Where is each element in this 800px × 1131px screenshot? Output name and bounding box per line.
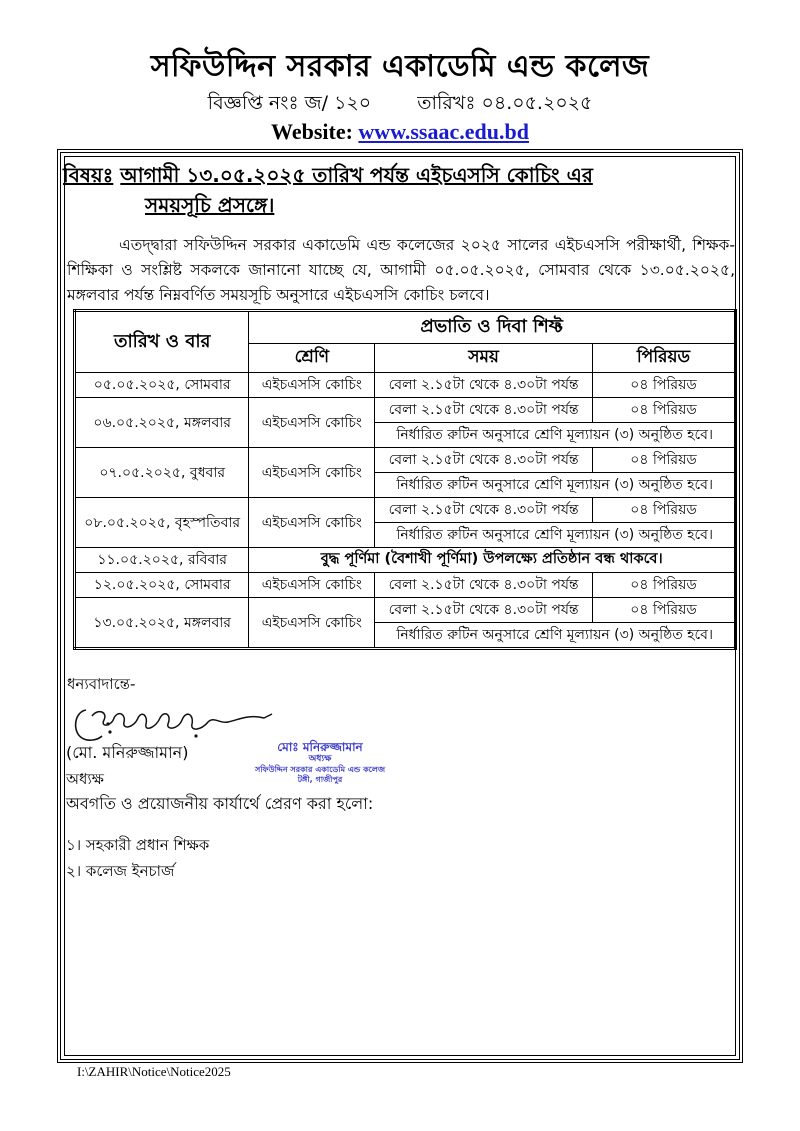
body-paragraph [67,233,735,308]
stamp-location: টঙ্গী, গাজীপুর [297,775,343,784]
signature-image [68,702,288,744]
schedule-table [73,309,737,650]
cell-class: এইচএসসি কোচিং [249,498,375,548]
college-name: সফিউদ্দিন সরকার একাডেমি এন্ড কলেজ [150,49,650,84]
cell-note: নির্ধারিত রুটিন অনুসারে শ্রেণি মূল্যায়ন (৩) অনুষ্ঠিত হবে। [375,423,736,448]
distribution-item: ১। সহকারী প্রধান শিক্ষক [66,836,210,854]
subject-line-2: সময়সূচি প্রসঙ্গে। [145,193,275,217]
subject [63,160,738,220]
cell-holiday: বুদ্ধ পূর্ণিমা (বৈশাখী পূর্ণিমা) উপলক্ষ্যে প্রতিষ্ঠান বন্ধ থাকবে। [249,548,736,573]
forward-text: অবগতি ও প্রয়োজনীয় কার্যার্থে প্রেরণ করা হলো: [66,794,374,813]
header-date-day: তারিখ ও বার [75,311,249,373]
website-line [0,118,800,146]
subject-line-1: আগামী ১৩.০৫.২০২৫ তারিখ পর্যন্ত এইচএসসি কোচিং এর [120,163,593,187]
cell-period: ০৪ পিরিয়ড [592,498,735,523]
cell-period: ০৪ পিরিয়ড [592,398,735,423]
cell-time: বেলা ২.১৫টা থেকে ৪.৩০টা পর্যন্ত [375,498,593,523]
cell-note: নির্ধারিত রুটিন অনুসারে শ্রেণি মূল্যায়ন (৩) অনুষ্ঠিত হবে। [375,623,736,649]
cell-period: ০৪ পিরিয়ড [592,573,735,598]
header-time: সময় [375,344,593,373]
cell-date: ০৬.০৫.২০২৫, মঙ্গলবার [75,398,249,448]
notice-meta [0,88,800,118]
table-row [75,498,736,523]
cell-note: নির্ধারিত রুটিন অনুসারে শ্রেণি মূল্যায়ন (৩) অনুষ্ঠিত হবে। [375,473,736,498]
cell-date: ১৩.০৫.২০২৫, মঙ্গলবার [75,598,249,649]
notice-date-label: তারিখঃ [417,92,476,114]
cell-note: নির্ধারিত রুটিন অনুসারে শ্রেণি মূল্যায়ন (৩) অনুষ্ঠিত হবে। [375,523,736,548]
table-row-holiday [75,548,736,573]
cell-class: এইচএসসি কোচিং [249,448,375,498]
website-link[interactable]: www.ssaac.edu.bd [358,119,529,144]
official-stamp [250,740,390,785]
cell-date: ০৮.০৫.২০২৫, বৃহস্পতিবার [75,498,249,548]
table-row [75,573,736,598]
header-period: পিরিয়ড [592,344,735,373]
cell-class: এইচএসসি কোচিং [249,573,375,598]
file-path: I:\ZAHIR\Notice\Notice2025 [77,1064,231,1079]
cell-period: ০৪ পিরিয়ড [592,448,735,473]
cell-class: এইচএসসি কোচিং [249,598,375,649]
notice-header [0,48,800,146]
table-row [75,373,736,398]
cell-date: ০৭.০৫.২০২৫, বুধবার [75,448,249,498]
distribution-list [66,832,209,884]
cell-time: বেলা ২.১৫টা থেকে ৪.৩০টা পর্যন্ত [375,398,593,423]
header-class: শ্রেণি [249,344,375,373]
body-text: এতদ্দ্বারা সফিউদ্দিন সরকার একাডেমি এন্ড কলেজের ২০২৫ সালের এইচএসসি পরীক্ষার্থী, শিক্ষক-শিক্ষিকা ও সংশ্লিষ্ট সকলকে জানানো যাচ্ছে যে, আগামী ০৫.০৫.২০২৫, সোমবার থেকে ১৩.০৫.২০২৫, মঙ্গলবার পর্যন্ত নিম্নবর্ণিত সময়সূচি অনুসারে এইচএসসি কোচিং চলবে। [67,236,735,304]
cell-date: ১২.০৫.২০২৫, সোমবার [75,573,249,598]
table-row [75,398,736,423]
table-row [75,448,736,473]
signatory-name: (মো. মনিরুজ্জামান) [66,743,189,762]
cell-date: ১১.০৫.২০২৫, রবিবার [75,548,249,573]
cell-time: বেলা ২.১৫টা থেকে ৪.৩০টা পর্যন্ত [375,598,593,623]
stamp-name: মোঃ মনিরুজ্জামান [277,740,363,754]
cell-class: এইচএসসি কোচিং [249,373,375,398]
cell-date: ০৫.০৫.২০২৫, সোমবার [75,373,249,398]
notice-no: জ/ ১২০ [304,92,372,114]
header-shift: প্রভাতি ও দিবা শিফ্ট [249,311,736,344]
subject-label: বিষয়ঃ [63,163,114,187]
stamp-title: অধ্যক্ষ [308,754,332,764]
cell-period: ০৪ পিরিয়ড [592,598,735,623]
cell-time: বেলা ২.১৫টা থেকে ৪.৩০টা পর্যন্ত [375,448,593,473]
stamp-institution: সফিউদ্দিন সরকার একাডেমি এন্ড কলেজ [254,765,386,774]
cell-time: বেলা ২.১৫টা থেকে ৪.৩০টা পর্যন্ত [375,573,593,598]
cell-class: এইচএসসি কোচিং [249,398,375,448]
closing-thanks: ধন্যবাদান্তে- [67,675,136,693]
website-label: Website: [271,119,353,144]
table-row [75,598,736,623]
cell-time: বেলা ২.১৫টা থেকে ৪.৩০টা পর্যন্ত [375,373,593,398]
cell-period: ০৪ পিরিয়ড [592,373,735,398]
distribution-item: ২। কলেজ ইনচার্জ [66,862,175,880]
notice-date: ০৪.০৫.২০২৫ [481,92,593,114]
signatory-title: অধ্যক্ষ [66,770,104,788]
notice-no-label: বিজ্ঞপ্তি নংঃ [207,92,299,114]
